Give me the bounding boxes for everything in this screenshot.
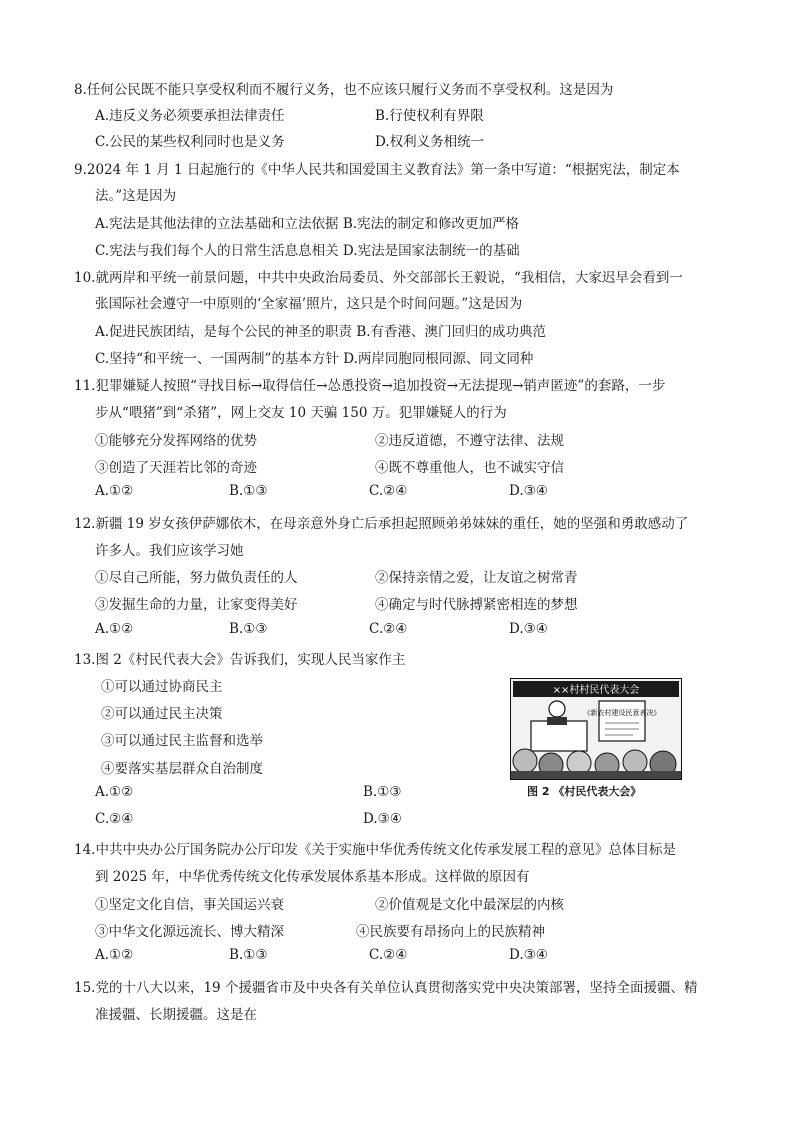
- q12-option-b: B.①③: [229, 621, 268, 637]
- q14-item-1: ①坚定文化自信，事关国运兴衰: [95, 897, 284, 913]
- q12-item-2: ②保持亲情之爱，让友谊之树常青: [375, 570, 578, 586]
- q11-stem-line2: 步从“喂猪”到“杀猪”，网上交友 10 天骗 150 万。犯罪嫌疑人的行为: [95, 405, 507, 421]
- q13-item-4: ④要落实基层群众自治制度: [101, 761, 263, 777]
- q12-option-a: A.①②: [95, 621, 134, 637]
- q13-option-c: C.②④: [95, 811, 134, 827]
- q12-stem-line2: 许多人。我们应该学习她: [95, 543, 244, 559]
- q11-option-b: B.①③: [229, 483, 268, 499]
- figure-banner-text: ××村村民代表大会: [552, 685, 640, 696]
- q12-option-d: D.③④: [509, 621, 548, 637]
- figure-board-text: 《新农村建设民意表决》: [583, 709, 661, 717]
- village-meeting-drawing: [511, 679, 681, 779]
- q11-item-4: ④既不尊重他人，也不诚实守信: [375, 460, 564, 476]
- q14-option-c: C.②④: [369, 947, 408, 963]
- q10-stem-line1: 10.就两岸和平统一前景问题，中共中央政治局委员、外交部部长王毅说，“我相信，大家迟早会看到一: [74, 270, 683, 286]
- q14-stem-line2: 到 2025 年，中华优秀传统文化传承发展体系基本形成。这样做的原因有: [95, 869, 530, 885]
- q11-option-a: A.①②: [95, 483, 134, 499]
- q13-stem: 13.图 2《村民代表大会》告诉我们，实现人民当家作主: [74, 652, 406, 668]
- q8-option-d: D.权利义务相统一: [375, 134, 485, 150]
- q8-stem: 8.任何公民既不能只享受权利而不履行义务，也不应该只履行义务而不享受权利。这是因为: [74, 82, 614, 98]
- q14-stem-line1: 14.中共中央办公厅国务院办公厅印发《关于实施中华优秀传统文化传承发展工程的意见》总体目标是: [74, 842, 676, 858]
- q9-options-ab: A.宪法是其他法律的立法基础和立法依据 B.宪法的制定和修改更加严格: [95, 216, 520, 232]
- q13-item-2: ②可以通过民主决策: [101, 706, 223, 722]
- q11-item-3: ③创造了天涯若比邻的奇迹: [95, 460, 257, 476]
- q10-stem-line2: 张国际社会遵守一中原则的‘全家福’照片，这只是个时间问题。”这是因为: [95, 296, 523, 312]
- q14-option-a: A.①②: [95, 947, 134, 963]
- q9-stem-line2: 法。”这是因为: [95, 188, 177, 204]
- q11-item-1: ①能够充分发挥网络的优势: [95, 433, 257, 449]
- q8-option-b: B.行使权利有界限: [375, 108, 484, 124]
- q12-item-3: ③发掘生命的力量，让家变得美好: [95, 597, 298, 613]
- q13-option-a: A.①②: [95, 784, 134, 800]
- figure-caption: 图 2 《村民代表大会》: [527, 785, 642, 798]
- q14-item-3: ③中华文化源远流长、博大精深: [95, 924, 284, 940]
- q13-item-1: ①可以通过协商民主: [101, 679, 223, 695]
- q12-option-c: C.②④: [369, 621, 408, 637]
- q10-options-cd: C.坚持“和平统一、一国两制”的基本方针 D.两岸同胞同根同源、同文同种: [95, 351, 534, 367]
- q12-item-1: ①尽自己所能，努力做负责任的人: [95, 570, 298, 586]
- q14-item-4: ④民族要有昂扬向上的民族精神: [356, 924, 545, 940]
- q9-options-cd: C.宪法与我们每个人的日常生活息息相关 D.宪法是国家法制统一的基础: [95, 243, 520, 259]
- q8-option-c: C.公民的某些权利同时也是义务: [95, 134, 285, 150]
- q11-item-2: ②违反道德，不遵守法律、法规: [375, 433, 564, 449]
- q11-stem-line1: 11.犯罪嫌疑人按照“寻找目标→取得信任→怂恿投资→追加投资→无法提现→销声匿迹”的套路，一步: [74, 378, 666, 394]
- q14-option-b: B.①③: [229, 947, 268, 963]
- q15-stem-line2: 准援疆、长期援疆。这是在: [95, 1007, 257, 1023]
- q8-option-a: A.违反义务必须要承担法律责任: [95, 108, 285, 124]
- village-meeting-illustration: [510, 678, 682, 780]
- q10-options-ab: A.促进民族团结，是每个公民的神圣的职责 B.有香港、澳门回归的成功典范: [95, 324, 547, 340]
- q9-stem-line1: 9.2024 年 1 月 1 日起施行的《中华人民共和国爱国主义教育法》第一条中写道：“根据宪法，制定本: [74, 162, 680, 178]
- q14-item-2: ②价值观是文化中最深层的内核: [375, 897, 564, 913]
- q12-item-4: ④确定与时代脉搏紧密相连的梦想: [375, 597, 578, 613]
- q14-option-d: D.③④: [509, 947, 548, 963]
- q13-item-3: ③可以通过民主监督和选举: [101, 733, 263, 749]
- q15-stem-line1: 15.党的十八大以来，19 个援疆省市及中央各有关单位认真贯彻落实党中央决策部署，坚持全面援疆、精: [74, 980, 698, 996]
- q13-option-b: B.①③: [363, 784, 402, 800]
- q12-stem-line1: 12.新疆 19 岁女孩伊萨娜依木，在母亲意外身亡后承担起照顾弟弟妹妹的重任，她的坚强和勇敢感动了: [74, 516, 689, 532]
- q11-option-c: C.②④: [369, 483, 408, 499]
- q13-option-d: D.③④: [363, 811, 402, 827]
- q11-option-d: D.③④: [509, 483, 548, 499]
